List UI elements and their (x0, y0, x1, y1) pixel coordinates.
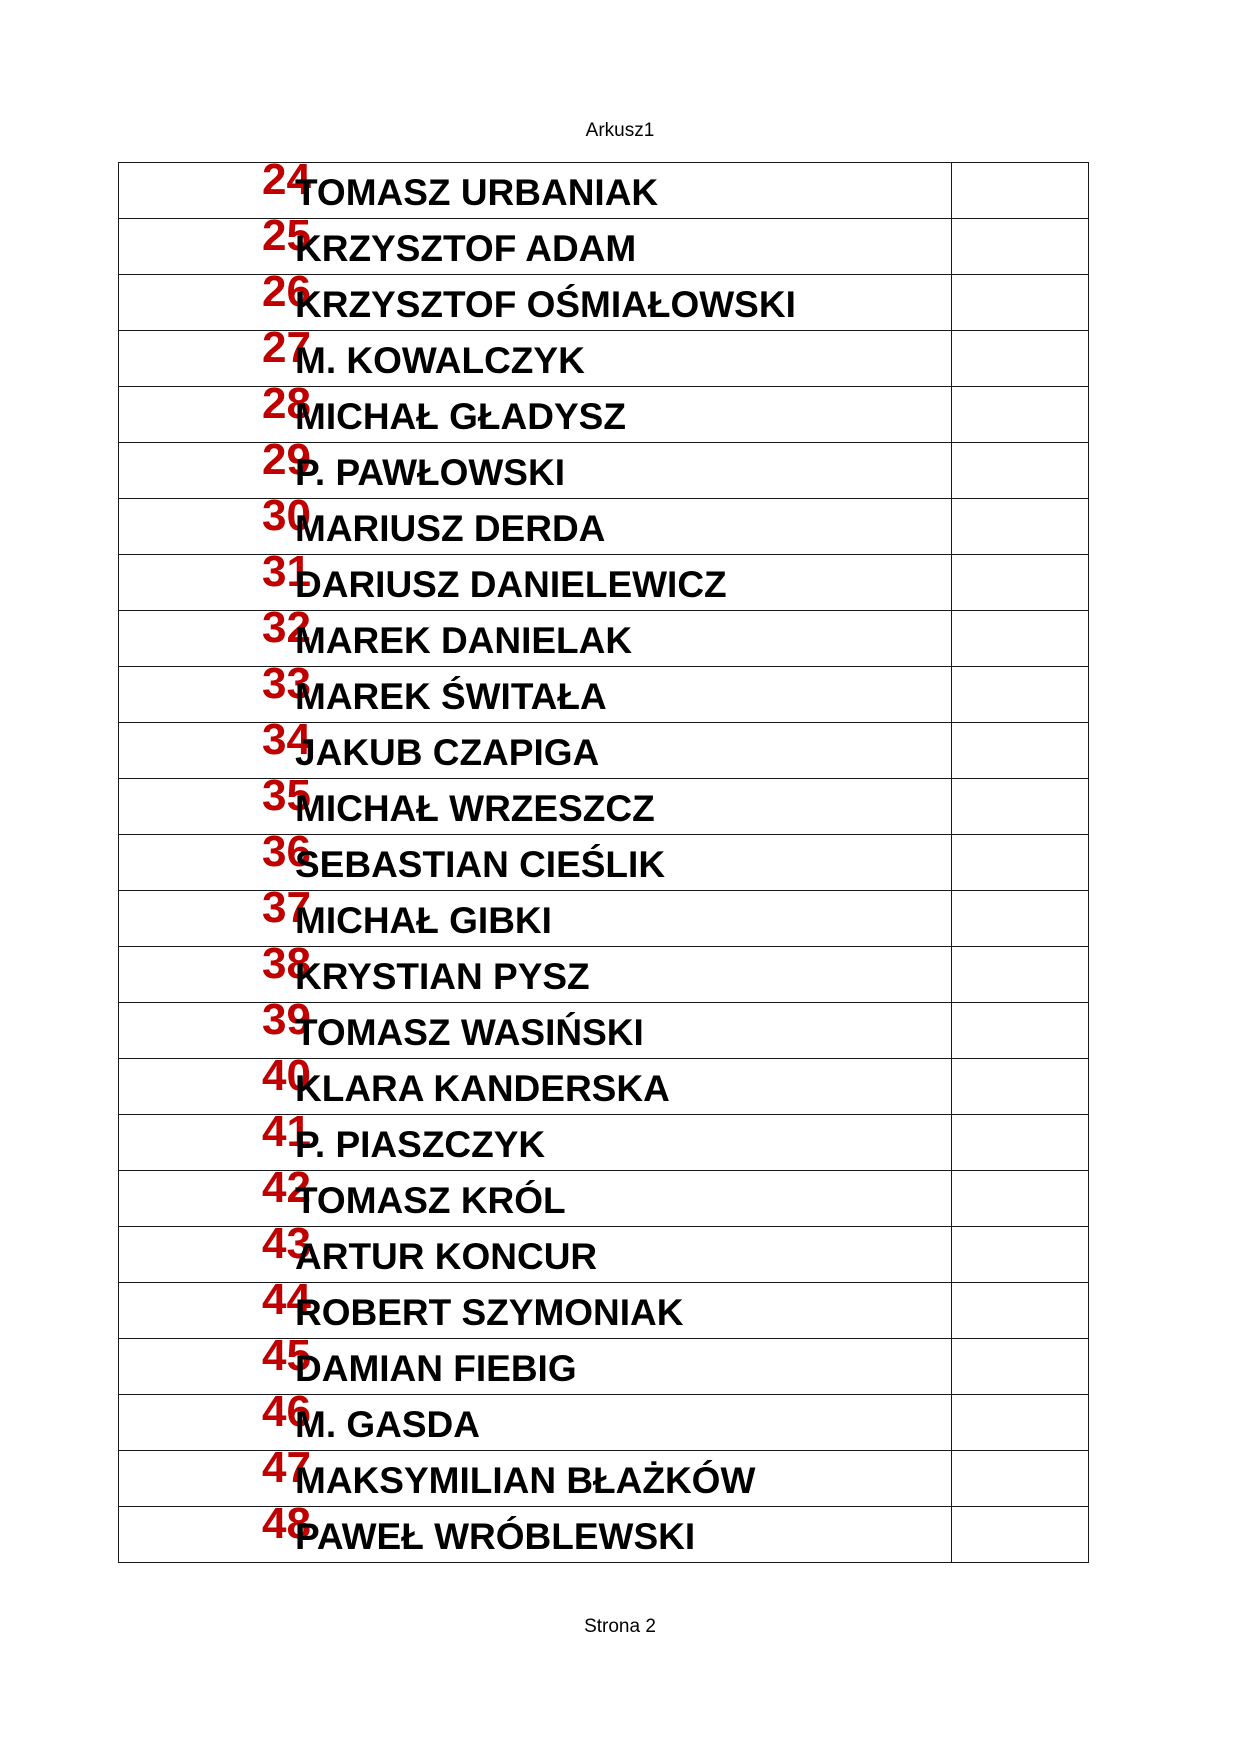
participant-name: MAREK ŚWITAŁA (295, 676, 607, 717)
row-number: 37 (262, 883, 311, 932)
participant-name: MAREK DANIELAK (295, 620, 633, 661)
name-cell (119, 771, 952, 835)
name-cell (119, 827, 952, 891)
participant-name: KRYSTIAN PYSZ (295, 956, 590, 997)
name-cell (119, 1443, 952, 1507)
row-number: 33 (262, 659, 311, 708)
empty-cell (952, 555, 1089, 611)
name-cell (119, 659, 952, 723)
name-cell (119, 491, 952, 555)
sheet-name-header: Arkusz1 (585, 120, 655, 141)
participant-name: KRZYSZTOF OŚMIAŁOWSKI (295, 284, 796, 325)
name-cell (119, 715, 952, 779)
empty-cell (952, 331, 1089, 387)
row-number: 39 (262, 995, 311, 1044)
participant-name: MAKSYMILIAN BŁAŻKÓW (295, 1460, 756, 1501)
row-number: 24 (262, 155, 311, 204)
name-cell (119, 547, 952, 611)
row-number: 30 (262, 491, 311, 540)
row-number: 45 (262, 1331, 311, 1380)
name-cell (119, 1219, 952, 1283)
empty-cell (952, 1059, 1089, 1115)
participant-name: M. KOWALCZYK (295, 340, 585, 381)
row-number: 31 (262, 547, 311, 596)
name-cell (119, 379, 952, 443)
name-cell (119, 323, 952, 387)
name-cell (119, 939, 952, 1003)
row-number: 47 (262, 1443, 311, 1492)
participant-name: SEBASTIAN CIEŚLIK (295, 844, 666, 885)
participant-name: MICHAŁ GIBKI (295, 900, 552, 941)
empty-cell (952, 499, 1089, 555)
row-number: 43 (262, 1219, 311, 1268)
name-cell (119, 1499, 952, 1563)
name-cell (119, 603, 952, 667)
participant-name: TOMASZ URBANIAK (295, 172, 659, 213)
name-cell (119, 995, 952, 1059)
participant-name: MARIUSZ DERDA (295, 508, 606, 549)
participant-name: ARTUR KONCUR (295, 1236, 598, 1277)
empty-cell (952, 1395, 1089, 1451)
empty-cell (952, 1339, 1089, 1395)
participant-name: MICHAŁ WRZESZCZ (295, 788, 655, 829)
empty-cell (952, 443, 1089, 499)
empty-cell (952, 611, 1089, 667)
participant-name: KLARA KANDERSKA (295, 1068, 670, 1109)
row-number: 36 (262, 827, 311, 876)
empty-cell (952, 1003, 1089, 1059)
participant-name: KRZYSZTOF ADAM (295, 228, 637, 269)
participant-name: P. PAWŁOWSKI (295, 452, 565, 493)
participant-table (118, 155, 1089, 1563)
participant-name: TOMASZ KRÓL (295, 1180, 566, 1221)
participant-name: DAMIAN FIEBIG (295, 1348, 577, 1389)
page-number-footer: Strona 2 (584, 1616, 656, 1637)
participant-name: DARIUSZ DANIELEWICZ (295, 564, 727, 605)
participant-name: P. PIASZCZYK (295, 1124, 546, 1165)
empty-cell (952, 891, 1089, 947)
name-cell (119, 1163, 952, 1227)
empty-cell (952, 779, 1089, 835)
empty-cell (952, 219, 1089, 275)
name-cell (119, 1107, 952, 1171)
row-number: 26 (262, 267, 311, 316)
empty-cell (952, 1171, 1089, 1227)
participant-name: JAKUB CZAPIGA (295, 732, 600, 773)
empty-cell (952, 723, 1089, 779)
name-cell (119, 1051, 952, 1115)
empty-cell (952, 1283, 1089, 1339)
row-number: 42 (262, 1163, 311, 1212)
row-number: 32 (262, 603, 311, 652)
name-cell (119, 155, 952, 219)
participant-name: ROBERT SZYMONIAK (295, 1292, 684, 1333)
participant-name: TOMASZ WASIŃSKI (295, 1012, 644, 1053)
row-number: 38 (262, 939, 311, 988)
name-cell (119, 1275, 952, 1339)
empty-cell (952, 835, 1089, 891)
empty-cell (952, 387, 1089, 443)
name-cell (119, 267, 952, 331)
empty-cell (952, 275, 1089, 331)
row-number: 48 (262, 1499, 311, 1548)
participant-name: M. GASDA (295, 1404, 480, 1445)
empty-cell (952, 947, 1089, 1003)
row-number: 46 (262, 1387, 311, 1436)
name-cell (119, 211, 952, 275)
empty-cell (952, 667, 1089, 723)
table-row (119, 1507, 1089, 1563)
row-number: 40 (262, 1051, 311, 1100)
row-number: 29 (262, 435, 311, 484)
name-cell (119, 883, 952, 947)
name-cell (119, 435, 952, 499)
empty-cell (952, 163, 1089, 219)
row-number: 44 (262, 1275, 311, 1324)
empty-cell (952, 1227, 1089, 1283)
name-cell (119, 1387, 952, 1451)
row-number: 28 (262, 379, 311, 428)
row-number: 25 (262, 211, 311, 260)
row-number: 34 (262, 715, 311, 764)
empty-cell (952, 1115, 1089, 1171)
name-cell (119, 1331, 952, 1395)
row-number: 27 (262, 323, 311, 372)
empty-cell (952, 1507, 1089, 1563)
participant-table-body (119, 155, 1089, 1563)
participant-name: PAWEŁ WRÓBLEWSKI (295, 1516, 696, 1557)
participant-name: MICHAŁ GŁADYSZ (295, 396, 626, 437)
row-number: 35 (262, 771, 311, 820)
row-number: 41 (262, 1107, 311, 1156)
empty-cell (952, 1451, 1089, 1507)
